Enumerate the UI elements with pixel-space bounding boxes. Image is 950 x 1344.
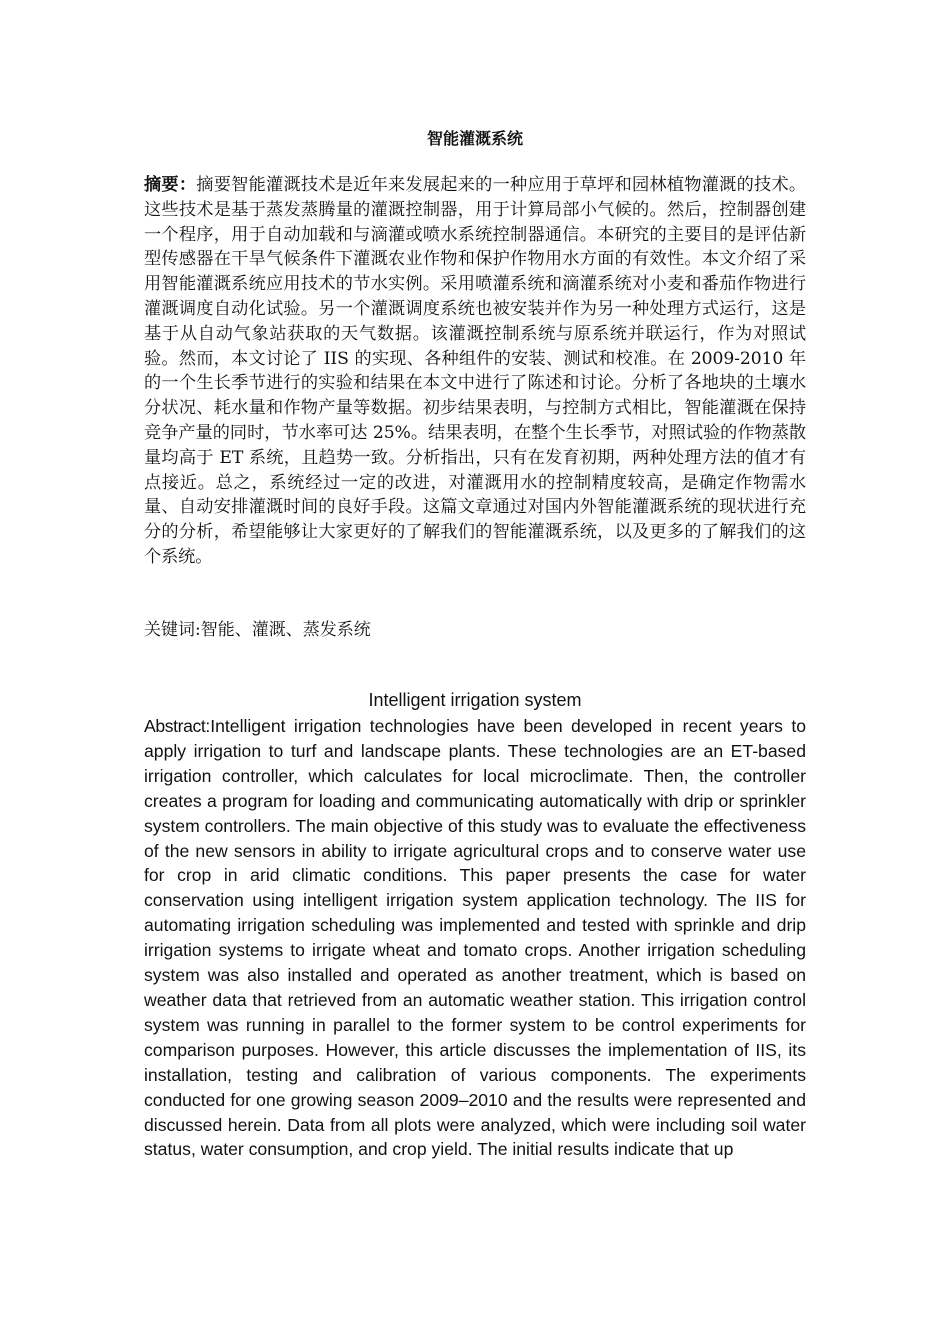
chinese-abstract-text: 摘要智能灌溉技术是近年来发展起来的一种应用于草坪和园林植物灌溉的技术。这些技术是基于蒸发蒸腾量的灌溉控制器，用于计算局部小气候的。然后，控制器创建一个程序，用于自动加载和与滴灌或喷水系统控制器通信。本研究的主要目的是评估新型传感器在干旱气候条件下灌溉农业作物和保护作物用水方面的有效性。本文介绍了采用智能灌溉系统应用技术的节水实例。采用喷灌系统和滴灌系统对小麦和番茄作物进行灌溉调度自动化试验。另一个灌溉调度系统也被安装并作为另一种处理方式运行，这是基于从自动气象站获取的天气数据。该灌溉控制系统与原系统并联运行，作为对照试验。然而，本文讨论了 IIS 的实现、各种组件的安装、测试和校准。在 2009-2010 年的一个生长季节进行的实验和结果在本文中进行了陈述和讨论。分析了各地块的土壤水分状况、耗水量和作物产量等数据。初步结果表明，与控制方式相比，智能灌溉在保持竞争产量的同时，节水率可达 25%。结果表明，在整个生长季节，对照试验的作物蒸散量均高于 ET 系统，且趋势一致。分析指出，只有在发育初期，两种处理方法的值才有点接近。总之，系统经过一定的改进，对灌溉用水的控制精度较高，是确定作物需水量、自动安排灌溉时间的良好手段。这篇文章通过对国内外智能灌溉系统的现状进行充分的分析，希望能够让大家更好的了解我们的智能灌溉系统，以及更多的了解我们的这个系统。: [144, 175, 806, 567]
english-title: Intelligent irrigation system: [368, 690, 582, 710]
english-abstract-label: Abstract: [144, 716, 206, 736]
english-abstract: [144, 714, 806, 1162]
chinese-title: 智能灌溉系统: [426, 129, 523, 148]
chinese-abstract-label: 摘要：: [144, 175, 197, 195]
english-abstract-text: :Intelligent irrigation technologies have been developed in recent years to apply irrigation to turf and landscape plants. These technologies are an ET-based irrigation controller, which calculates for local microclimate. Then, the controller creates a program for loading and communicating automatically with drip or sprinkler system controllers. The main objective of this study was to evaluate the effectiveness of the new sensors in ability to irrigate agricultural crops and to conserve water use for crop in arid climatic conditions. This paper presents the case for water conservation using intelligent irrigation system application technology. The IIS for automating irrigation scheduling was implemented and tested with sprinkle and drip irrigation systems to irrigate wheat and tomato crops. Another irrigation scheduling system was also installed and operated as another treatment, which is based on weather data that retrieved from an automatic weather station. This irrigation control system was running in parallel to the former system to be control experiments for comparison purposes. However, this article discusses the implementation of IIS, its installation, testing and calibration of various components. The experiments conducted for one growing season 2009–2010 and the results were represented and discussed herein. Data from all plots were analyzed, which were including soil water status, water consumption, and crop yield. The initial results indicate that up: [144, 716, 806, 1160]
chinese-keywords: 关键词:智能、灌溉、蒸发系统: [144, 620, 371, 640]
chinese-abstract: [144, 173, 806, 570]
